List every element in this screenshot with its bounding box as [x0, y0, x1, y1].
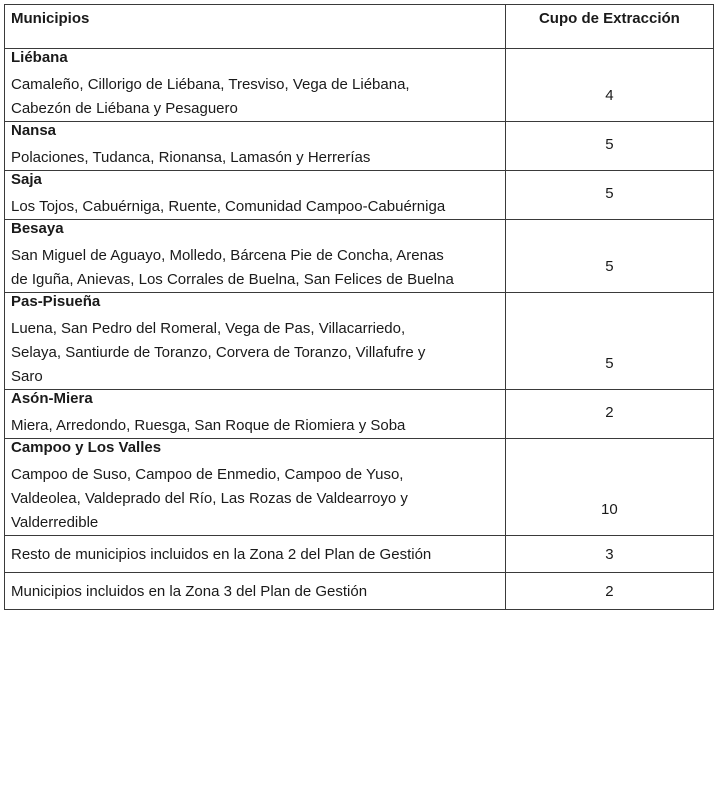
region-municipalities	[5, 463, 506, 536]
region-name-row	[5, 220, 714, 245]
region-name-row	[5, 293, 714, 318]
region-name: Asón-Miera	[5, 390, 506, 415]
region-cupo: 5	[505, 220, 713, 293]
region-cupo: 5	[505, 293, 713, 390]
header-cupo: Cupo de Extracción	[505, 5, 713, 49]
table-header-row	[5, 5, 714, 49]
region-municipalities	[5, 244, 506, 293]
region-name: Pas-Pisueña	[5, 293, 506, 318]
region-municipalities	[5, 414, 506, 439]
municipality-line: Campoo de Suso, Campoo de Enmedio, Campoo de Yuso,	[11, 466, 404, 483]
region-cupo: 4	[505, 49, 713, 122]
region-cupo: 5	[505, 171, 713, 220]
region-name-row	[5, 49, 714, 74]
municipality-line: Polaciones, Tudanca, Rionansa, Lamasón y Herrerías	[11, 149, 371, 166]
zone-cupo: 3	[505, 536, 713, 573]
zone-label: Resto de municipios incluidos en la Zona 2 del Plan de Gestión	[5, 536, 506, 573]
municipality-line: Cabezón de Liébana y Pesaguero	[11, 100, 238, 117]
region-municipalities	[5, 317, 506, 390]
extraction-quota-table	[4, 4, 714, 610]
region-name: Campoo y Los Valles	[5, 439, 506, 464]
region-name-row	[5, 171, 714, 196]
region-name-row	[5, 122, 714, 147]
region-name: Saja	[5, 171, 506, 196]
region-cupo: 5	[505, 122, 713, 171]
zone-row	[5, 573, 714, 610]
region-name-row	[5, 439, 714, 464]
region-cupo: 2	[505, 390, 713, 439]
region-name: Nansa	[5, 122, 506, 147]
municipality-line: Valdeolea, Valdeprado del Río, Las Rozas de Valdearroyo y	[11, 490, 408, 507]
municipality-line: Luena, San Pedro del Romeral, Vega de Pas, Villacarriedo,	[11, 320, 406, 337]
municipality-line: Los Tojos, Cabuérniga, Ruente, Comunidad Campoo-Cabuérniga	[11, 198, 446, 215]
zone-row	[5, 536, 714, 573]
zone-cupo: 2	[505, 573, 713, 610]
municipality-line: Camaleño, Cillorigo de Liébana, Tresviso, Vega de Liébana,	[11, 76, 410, 93]
region-municipalities	[5, 146, 506, 171]
municipality-line: Saro	[11, 368, 43, 385]
municipality-line: Selaya, Santiurde de Toranzo, Corvera de Toranzo, Villafufre y	[11, 344, 426, 361]
municipality-line: de Iguña, Anievas, Los Corrales de Buelna, San Felices de Buelna	[11, 271, 454, 288]
region-municipalities	[5, 73, 506, 122]
region-name: Besaya	[5, 220, 506, 245]
region-municipalities	[5, 195, 506, 220]
region-name: Liébana	[5, 49, 506, 74]
municipality-line: Valderredible	[11, 514, 99, 531]
municipality-line: San Miguel de Aguayo, Molledo, Bárcena Pie de Concha, Arenas	[11, 247, 444, 264]
region-name-row	[5, 390, 714, 415]
header-municipios: Municipios	[5, 5, 506, 49]
zone-label: Municipios incluidos en la Zona 3 del Plan de Gestión	[5, 573, 506, 610]
municipality-line: Miera, Arredondo, Ruesga, San Roque de Riomiera y Soba	[11, 417, 406, 434]
region-cupo: 10	[505, 439, 713, 536]
